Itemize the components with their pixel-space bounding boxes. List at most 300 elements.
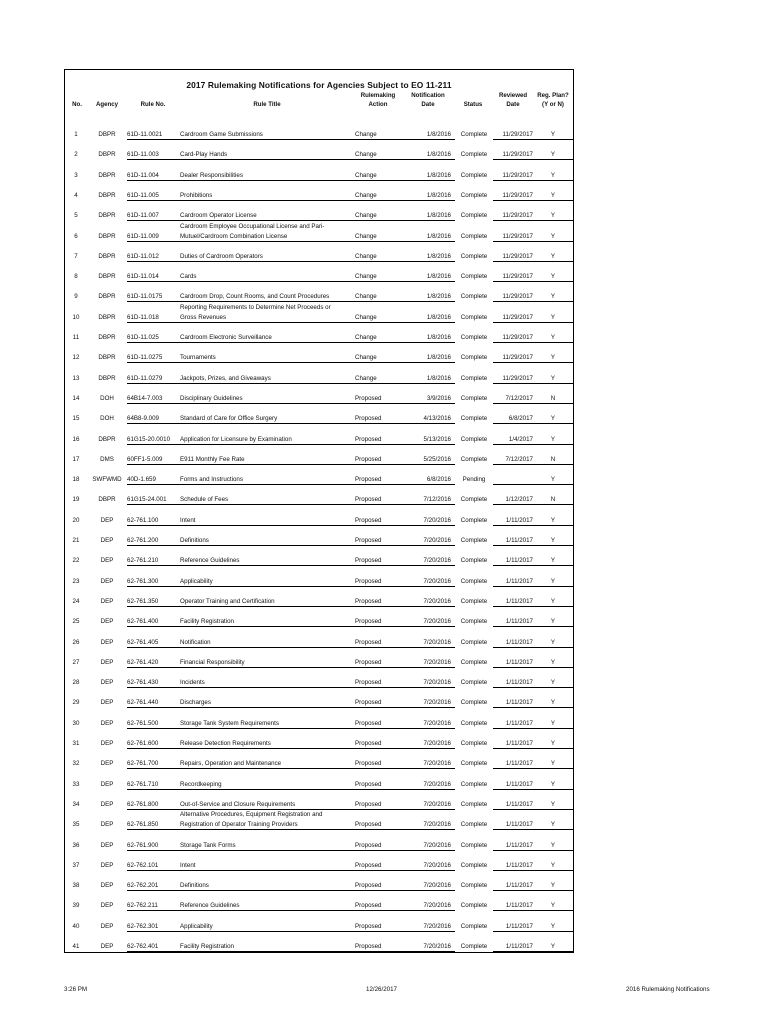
cell-no: 40: [72, 922, 80, 930]
cell-agency: DEP: [100, 800, 114, 808]
cell-underline: [355, 850, 401, 851]
cell-rule-title: Intent: [180, 861, 196, 869]
cell-no: 5: [74, 212, 78, 220]
cell-underline: [355, 565, 401, 566]
header-rulemaking-action: [355, 92, 401, 109]
cell-underline: [533, 748, 573, 749]
cell-notification-date: 1/8/2016: [426, 131, 451, 138]
cell-status: Complete: [460, 943, 488, 950]
cell-rule-title: Cardroom Operator License: [180, 212, 257, 220]
cell-underline: [179, 403, 355, 404]
cell-underline: [493, 626, 533, 627]
cell-reviewed-date: 11/29/2017: [502, 151, 533, 159]
cell-underline: [127, 301, 179, 302]
cell-action: Proposed: [355, 902, 382, 910]
cell-notification-date: 7/20/2016: [423, 821, 451, 829]
cell-underline: [179, 626, 355, 627]
cell-underline: [401, 647, 455, 648]
cell-rule-title: Applicability: [180, 577, 213, 585]
cell-status: Complete: [460, 597, 488, 605]
cell-underline: [127, 647, 179, 648]
cell-notification-date: 7/20/2016: [423, 537, 451, 544]
cell-underline: [127, 748, 179, 749]
cell-agency: DBPR: [98, 313, 116, 321]
cell-underline: [179, 525, 355, 526]
cell-underline: [493, 728, 533, 729]
cell-agency: DEP: [100, 679, 114, 687]
cell-reg-plan: Y: [550, 882, 556, 890]
cell-agency: DMS: [100, 455, 114, 463]
cell-rule-title: Mutuel/Cardroom Combination License: [180, 232, 288, 240]
cell-notification-date: 5/25/2016: [423, 455, 451, 463]
cell-status: Complete: [460, 760, 488, 768]
cell-notification-date: 7/20/2016: [423, 740, 451, 747]
cell-rule-title: Release Detection Requirements: [180, 740, 271, 747]
cell-no: 30: [72, 719, 80, 727]
cell-action: Change: [355, 293, 377, 301]
cell-underline: [127, 383, 179, 384]
cell-underline: [179, 910, 355, 911]
cell-underline: [355, 464, 401, 465]
cell-underline: [179, 789, 355, 790]
cell-status: Complete: [460, 800, 488, 808]
cell-rule-title: Gross Revenues: [180, 313, 227, 321]
cell-agency: DOH: [100, 415, 114, 423]
cell-rule-title: Reference Guidelines: [180, 557, 240, 565]
cell-underline: [355, 362, 401, 363]
cell-action: Change: [355, 191, 377, 199]
cell-rule-title: Repairs, Operation and Maintenance: [180, 760, 282, 768]
cell-reg-plan: Y: [550, 861, 556, 869]
cell-underline: [355, 322, 401, 323]
cell-underline: [355, 626, 401, 627]
cell-rule-title: Tournaments: [180, 354, 216, 362]
header-no: No.: [72, 101, 82, 108]
cell-reviewed-date: 7/12/2017: [505, 394, 533, 402]
cell-underline: [127, 850, 179, 851]
cell-reg-plan: Y: [550, 232, 556, 240]
cell-underline: [533, 809, 573, 810]
cell-no: 14: [72, 394, 80, 402]
cell-action: Proposed: [355, 496, 382, 504]
cell-underline: [355, 931, 401, 932]
cell-underline: [493, 870, 533, 871]
cell-underline: [127, 281, 179, 282]
cell-reviewed-date: 1/11/2017: [505, 618, 533, 626]
cell-no: 21: [72, 537, 80, 544]
cell-underline: [355, 707, 401, 708]
cell-underline: [493, 159, 533, 160]
cell-underline: [127, 444, 179, 445]
cell-underline: [127, 159, 179, 160]
cell-reg-plan: Y: [550, 740, 556, 747]
cell-reg-plan: Y: [550, 273, 556, 281]
cell-reg-plan: Y: [550, 191, 556, 199]
cell-underline: [355, 261, 401, 262]
cell-action: Proposed: [355, 699, 382, 707]
cell-underline: [493, 707, 533, 708]
cell-agency: DEP: [100, 943, 114, 950]
cell-agency: DEP: [100, 902, 114, 910]
cell-rule-title: Intent: [180, 516, 196, 524]
cell-reviewed-date: 11/29/2017: [502, 354, 533, 362]
cell-no: 20: [72, 516, 80, 524]
cell-status: Complete: [460, 537, 488, 544]
cell-status: Complete: [460, 354, 488, 362]
cell-underline: [127, 890, 179, 891]
cell-underline: [401, 707, 455, 708]
cell-underline: [179, 565, 355, 566]
cell-underline: [533, 626, 573, 627]
cell-underline: [401, 850, 455, 851]
cell-underline: [401, 667, 455, 668]
cell-action: Proposed: [355, 476, 382, 484]
cell-underline: [401, 159, 455, 160]
cell-no: 10: [72, 313, 80, 321]
cell-underline: [355, 545, 401, 546]
cell-underline: [493, 281, 533, 282]
cell-underline: [179, 241, 355, 242]
cell-no: 22: [72, 557, 80, 565]
cell-underline: [533, 910, 573, 911]
cell-agency: DEP: [100, 577, 114, 585]
cell-underline: [533, 687, 573, 688]
cell-underline: [493, 850, 533, 851]
cell-underline: [533, 444, 573, 445]
cell-no: 3: [74, 171, 78, 179]
cell-no: 35: [72, 821, 80, 829]
cell-status: Complete: [460, 151, 488, 159]
header-action-line2: Action: [368, 100, 388, 108]
cell-underline: [355, 647, 401, 648]
cell-underline: [493, 545, 533, 546]
cell-action: Proposed: [355, 638, 382, 646]
cell-reg-plan: Y: [550, 252, 556, 260]
cell-reg-plan: Y: [550, 658, 556, 666]
cell-notification-date: 7/20/2016: [423, 841, 451, 849]
cell-reviewed-date: 11/29/2017: [502, 212, 533, 220]
cell-reviewed-date: 11/29/2017: [502, 374, 533, 382]
cell-reviewed-date: 1/4/2017: [508, 435, 533, 443]
cell-underline: [355, 200, 401, 201]
cell-underline: [533, 159, 573, 160]
cell-notification-date: 1/8/2016: [426, 151, 451, 159]
cell-underline: [401, 931, 455, 932]
cell-rule-title: Application for Licensure by Examination: [180, 435, 292, 443]
cell-underline: [179, 870, 355, 871]
cell-underline: [533, 301, 573, 302]
cell-reviewed-date: 1/11/2017: [505, 902, 533, 910]
cell-underline: [355, 159, 401, 160]
cell-notification-date: 7/20/2016: [423, 577, 451, 585]
cell-rule-no: 61D-11.004: [127, 171, 159, 179]
cell-notification-date: 3/9/2016: [426, 394, 451, 402]
cell-reg-plan: Y: [550, 354, 556, 362]
cell-agency: DEP: [100, 882, 114, 890]
cell-underline: [179, 159, 355, 160]
cell-agency: DBPR: [98, 354, 116, 362]
cell-notification-date: 7/20/2016: [423, 618, 451, 626]
cell-underline: [127, 241, 179, 242]
cell-action: Proposed: [355, 597, 382, 605]
cell-underline: [493, 322, 533, 323]
cell-rule-no: 61D-11.005: [127, 191, 159, 199]
cell-underline: [355, 444, 401, 445]
cell-underline: [127, 829, 179, 830]
cell-reviewed-date: 1/11/2017: [505, 800, 533, 808]
cell-underline: [493, 180, 533, 181]
cell-notification-date: 1/8/2016: [426, 273, 451, 281]
cell-underline: [493, 789, 533, 790]
cell-underline: [401, 342, 455, 343]
cell-rule-no: 61G15-24.001: [127, 496, 167, 504]
cell-underline: [401, 261, 455, 262]
cell-underline: [179, 890, 355, 891]
cell-underline: [179, 281, 355, 282]
cell-no: 24: [72, 597, 80, 605]
cell-reg-plan: Y: [550, 638, 556, 646]
cell-underline: [355, 281, 401, 282]
cell-underline: [533, 707, 573, 708]
cell-rule-title-line1: Cardroom Employee Occupational License and Pari-: [180, 222, 325, 230]
cell-underline: [401, 362, 455, 363]
cell-underline: [493, 464, 533, 465]
cell-rule-title: Jackpots, Prizes, and Giveaways: [180, 374, 271, 382]
cell-underline: [401, 606, 455, 607]
cell-action: Proposed: [355, 841, 382, 849]
cell-reg-plan: Y: [550, 618, 556, 626]
cell-agency: DEP: [100, 557, 114, 565]
cell-status: Complete: [460, 171, 488, 179]
cell-underline: [127, 789, 179, 790]
cell-underline: [127, 545, 179, 546]
cell-notification-date: 1/8/2016: [426, 252, 451, 260]
cell-status: Complete: [460, 131, 488, 138]
cell-underline: [493, 220, 533, 221]
cell-action: Change: [355, 171, 377, 179]
cell-rule-title: Out-of-Service and Closure Requirements: [180, 800, 296, 808]
cell-underline: [127, 362, 179, 363]
cell-no: 31: [72, 740, 80, 747]
cell-rule-title: Facility Registration: [180, 943, 234, 950]
cell-reviewed-date: 1/11/2017: [505, 679, 533, 687]
cell-underline: [401, 180, 455, 181]
cell-notification-date: 7/20/2016: [423, 699, 451, 707]
cell-underline: [179, 647, 355, 648]
cell-action: Change: [355, 252, 377, 260]
cell-underline: [533, 951, 573, 952]
cell-no: 41: [72, 943, 80, 950]
cell-underline: [355, 301, 401, 302]
cell-underline: [493, 606, 533, 607]
cell-no: 33: [72, 780, 80, 788]
cell-underline: [179, 464, 355, 465]
cell-agency: DBPR: [98, 273, 116, 281]
cell-action: Proposed: [355, 740, 382, 747]
cell-notification-date: 7/12/2016: [423, 496, 451, 504]
cell-agency: SWFWMD: [92, 476, 122, 484]
cell-reg-plan: N: [550, 496, 556, 504]
cell-underline: [493, 444, 533, 445]
cell-rule-no: 62-761.900: [127, 841, 159, 849]
cell-underline: [401, 525, 455, 526]
cell-status: Complete: [460, 374, 488, 382]
cell-underline: [127, 687, 179, 688]
cell-underline: [493, 362, 533, 363]
cell-no: 32: [72, 760, 80, 768]
cell-underline: [179, 728, 355, 729]
cell-underline: [493, 565, 533, 566]
cell-underline: [127, 910, 179, 911]
cell-status: Complete: [460, 577, 488, 585]
cell-underline: [355, 951, 401, 952]
cell-underline: [355, 809, 401, 810]
cell-underline: [401, 322, 455, 323]
cell-rule-no: 61D-11.014: [127, 273, 159, 281]
cell-underline: [533, 464, 573, 465]
cell-agency: DBPR: [98, 131, 116, 138]
cell-rule-no: 60FF1-5.009: [127, 455, 163, 463]
cell-reviewed-date: 1/11/2017: [505, 922, 533, 930]
cell-underline: [401, 484, 455, 485]
cell-rule-no: 62-761.700: [127, 760, 159, 768]
cell-underline: [493, 301, 533, 302]
cell-rule-title: Financial Responsibility: [180, 658, 245, 666]
cell-underline: [533, 667, 573, 668]
cell-underline: [533, 423, 573, 424]
cell-notification-date: 7/20/2016: [423, 902, 451, 910]
cell-no: 11: [72, 334, 80, 341]
cell-reviewed-date: 1/11/2017: [505, 740, 533, 747]
cell-status: Complete: [460, 212, 488, 220]
cell-agency: DEP: [100, 760, 114, 768]
cell-rule-no: 61D-11.003: [127, 151, 159, 159]
cell-agency: DEP: [100, 699, 114, 707]
cell-reviewed-date: 11/29/2017: [502, 273, 533, 281]
cell-rule-no: 62-762.101: [127, 861, 159, 869]
cell-reg-plan: N: [550, 394, 556, 402]
cell-agency: DEP: [100, 821, 114, 829]
cell-notification-date: 1/8/2016: [426, 293, 451, 301]
cell-reg-plan: Y: [550, 922, 556, 930]
cell-no: 34: [72, 800, 80, 808]
cell-underline: [355, 484, 401, 485]
cell-action: Proposed: [355, 760, 382, 768]
cell-reviewed-date: 1/11/2017: [505, 658, 533, 666]
cell-no: 9: [74, 293, 78, 301]
cell-no: 8: [74, 273, 78, 281]
cell-rule-no: 61D-11.0279: [127, 374, 163, 382]
cell-underline: [493, 200, 533, 201]
cell-reg-plan: Y: [550, 313, 556, 321]
cell-reg-plan: Y: [550, 902, 556, 910]
cell-status: Complete: [460, 719, 488, 727]
cell-agency: DBPR: [98, 374, 116, 382]
cell-notification-date: 7/20/2016: [423, 861, 451, 869]
cell-rule-title: Registration of Operator Training Providers: [180, 821, 298, 829]
cell-underline: [401, 545, 455, 546]
cell-underline: [355, 220, 401, 221]
cell-action: Change: [355, 131, 377, 138]
cell-rule-title: Definitions: [180, 882, 209, 890]
cell-status: Complete: [460, 252, 488, 260]
cell-notification-date: 7/20/2016: [423, 597, 451, 605]
cell-reg-plan: Y: [550, 821, 556, 829]
spreadsheet-page: [64, 69, 574, 953]
cell-notification-date: 4/13/2016: [423, 415, 451, 423]
cell-underline: [179, 667, 355, 668]
cell-reviewed-date: 1/11/2017: [505, 943, 533, 950]
cell-underline: [401, 586, 455, 587]
cell-rule-title: Cardroom Drop, Count Rooms, and Count Procedures: [180, 293, 330, 301]
cell-underline: [533, 261, 573, 262]
cell-underline: [179, 829, 355, 830]
cell-reg-plan: Y: [550, 476, 556, 484]
cell-agency: DBPR: [98, 496, 116, 504]
cell-reg-plan: Y: [550, 435, 556, 443]
cell-underline: [401, 809, 455, 810]
cell-agency: DEP: [100, 658, 114, 666]
cell-reviewed-date: 11/29/2017: [502, 131, 533, 138]
cell-underline: [401, 444, 455, 445]
cell-rule-no: 64B14-7.003: [127, 394, 163, 402]
cell-rule-title: Cards: [180, 273, 197, 281]
cell-action: Proposed: [355, 821, 382, 829]
cell-rule-no: 62-761.600: [127, 740, 159, 747]
cell-reg-plan: Y: [550, 171, 556, 179]
cell-reg-plan: Y: [550, 212, 556, 220]
cell-agency: DBPR: [98, 252, 116, 260]
cell-notification-date: 1/8/2016: [426, 313, 451, 321]
cell-underline: [127, 728, 179, 729]
cell-underline: [127, 200, 179, 201]
cell-notification-date: 5/13/2016: [423, 435, 451, 443]
cell-rule-title-line1: Reporting Requirements to Determine Net Proceeds or: [180, 303, 331, 311]
cell-reg-plan: Y: [550, 597, 556, 605]
cell-underline: [533, 383, 573, 384]
cell-underline: [355, 504, 401, 505]
cell-agency: DEP: [100, 597, 114, 605]
header-reviewed-line1: Reviewed: [498, 92, 528, 99]
cell-no: 26: [72, 638, 80, 646]
cell-underline: [401, 301, 455, 302]
cell-action: Change: [355, 151, 377, 159]
cell-underline: [533, 789, 573, 790]
cell-notification-date: 7/20/2016: [423, 943, 451, 950]
cell-rule-no: 62-761.200: [127, 537, 159, 544]
cell-underline: [533, 504, 573, 505]
cell-underline: [179, 180, 355, 181]
cell-reg-plan: Y: [550, 577, 556, 585]
cell-rule-title: Forms and Instructions: [180, 476, 243, 484]
cell-underline: [533, 139, 573, 140]
cell-underline: [127, 565, 179, 566]
cell-underline: [127, 525, 179, 526]
cell-status: Pending: [462, 476, 486, 484]
cell-underline: [493, 687, 533, 688]
cell-rule-no: 61D-11.025: [127, 334, 159, 341]
cell-reg-plan: Y: [550, 557, 556, 565]
cell-action: Proposed: [355, 537, 382, 544]
cell-underline: [179, 322, 355, 323]
cell-underline: [127, 180, 179, 181]
cell-action: Change: [355, 374, 377, 382]
cell-action: Proposed: [355, 618, 382, 626]
header-status: Status: [463, 101, 483, 108]
cell-underline: [401, 504, 455, 505]
cell-reg-plan: Y: [550, 516, 556, 524]
cell-underline: [493, 931, 533, 932]
